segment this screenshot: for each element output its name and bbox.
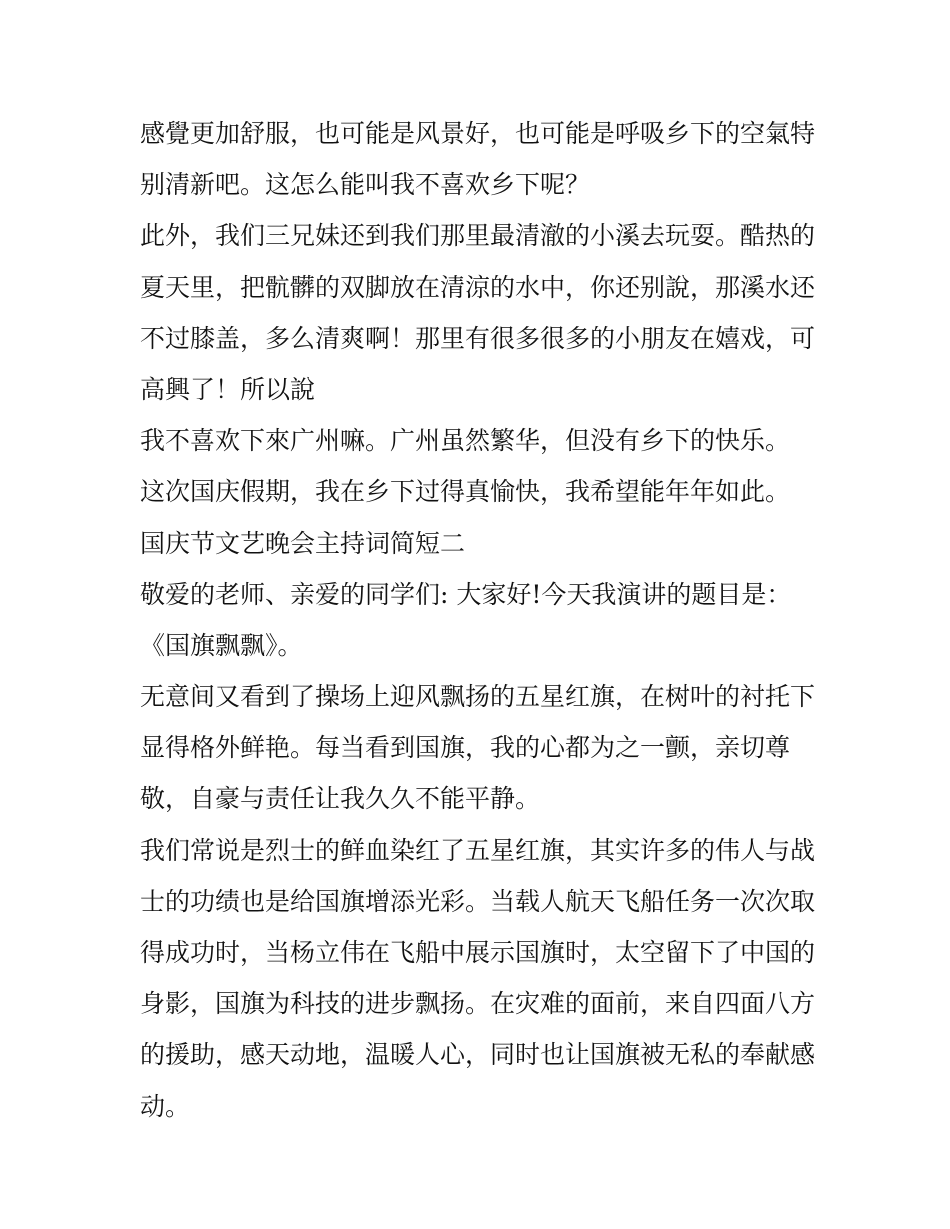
- section-heading: 国庆节文艺晚会主持词简短二: [140, 528, 466, 558]
- text-line: 不过膝盖，多么清爽啊！那里有很多很多的小朋友在嬉戏，可: [140, 323, 816, 353]
- text-line: 身影，国旗为科技的进步飘扬。在灾难的面前，来自四面八方: [140, 989, 816, 1019]
- text-line: 我们常说是烈士的鲜血染红了五星红旗，其实许多的伟人与战: [140, 835, 816, 865]
- text-line: 敬，自豪与责任让我久久不能平静。: [140, 784, 541, 814]
- text-line: 此外，我们三兄妹还到我们那里最清澈的小溪去玩耍。酷热的: [140, 221, 816, 251]
- document-body: [140, 108, 820, 1132]
- text-line: 得成功时，当杨立伟在飞船中展示国旗时，太空留下了中国的: [140, 938, 816, 967]
- text-line: 夏天里，把骯髒的双脚放在清涼的水中，你还别說，那溪水还: [140, 272, 816, 302]
- text-line: 显得格外鲜艳。每当看到国旗，我的心都为之一颤，亲切尊: [140, 733, 791, 763]
- text-line: 这次国庆假期，我在乡下过得真愉快，我希望能年年如此。: [140, 477, 791, 507]
- text-line: 高興了！所以說: [140, 374, 316, 404]
- text-line: 敬爱的老师、亲爱的同学们: 大家好!今天我演讲的题目是：: [140, 579, 792, 609]
- text-line: 动。: [140, 1091, 191, 1121]
- speech-title: 《国旗飘飘》。: [140, 630, 303, 660]
- text-line: 的援助，感天动地，温暖人心，同时也让国旗被无私的奉献感: [140, 1040, 816, 1070]
- text-line: 无意间又看到了操场上迎风飘扬的五星红旗，在树叶的衬托下: [140, 682, 816, 712]
- text-line: 我不喜欢下來广州嘛。广州虽然繁华，但没有乡下的快乐。: [140, 426, 791, 456]
- text-line: 士的功绩也是给国旗增添光彩。当载人航天飞船任务一次次取: [140, 886, 816, 916]
- text-line: 别清新吧。这怎么能叫我不喜欢乡下呢？: [140, 170, 591, 200]
- text-line: 感覺更加舒服，也可能是风景好，也可能是呼吸乡下的空氣特: [140, 119, 816, 148]
